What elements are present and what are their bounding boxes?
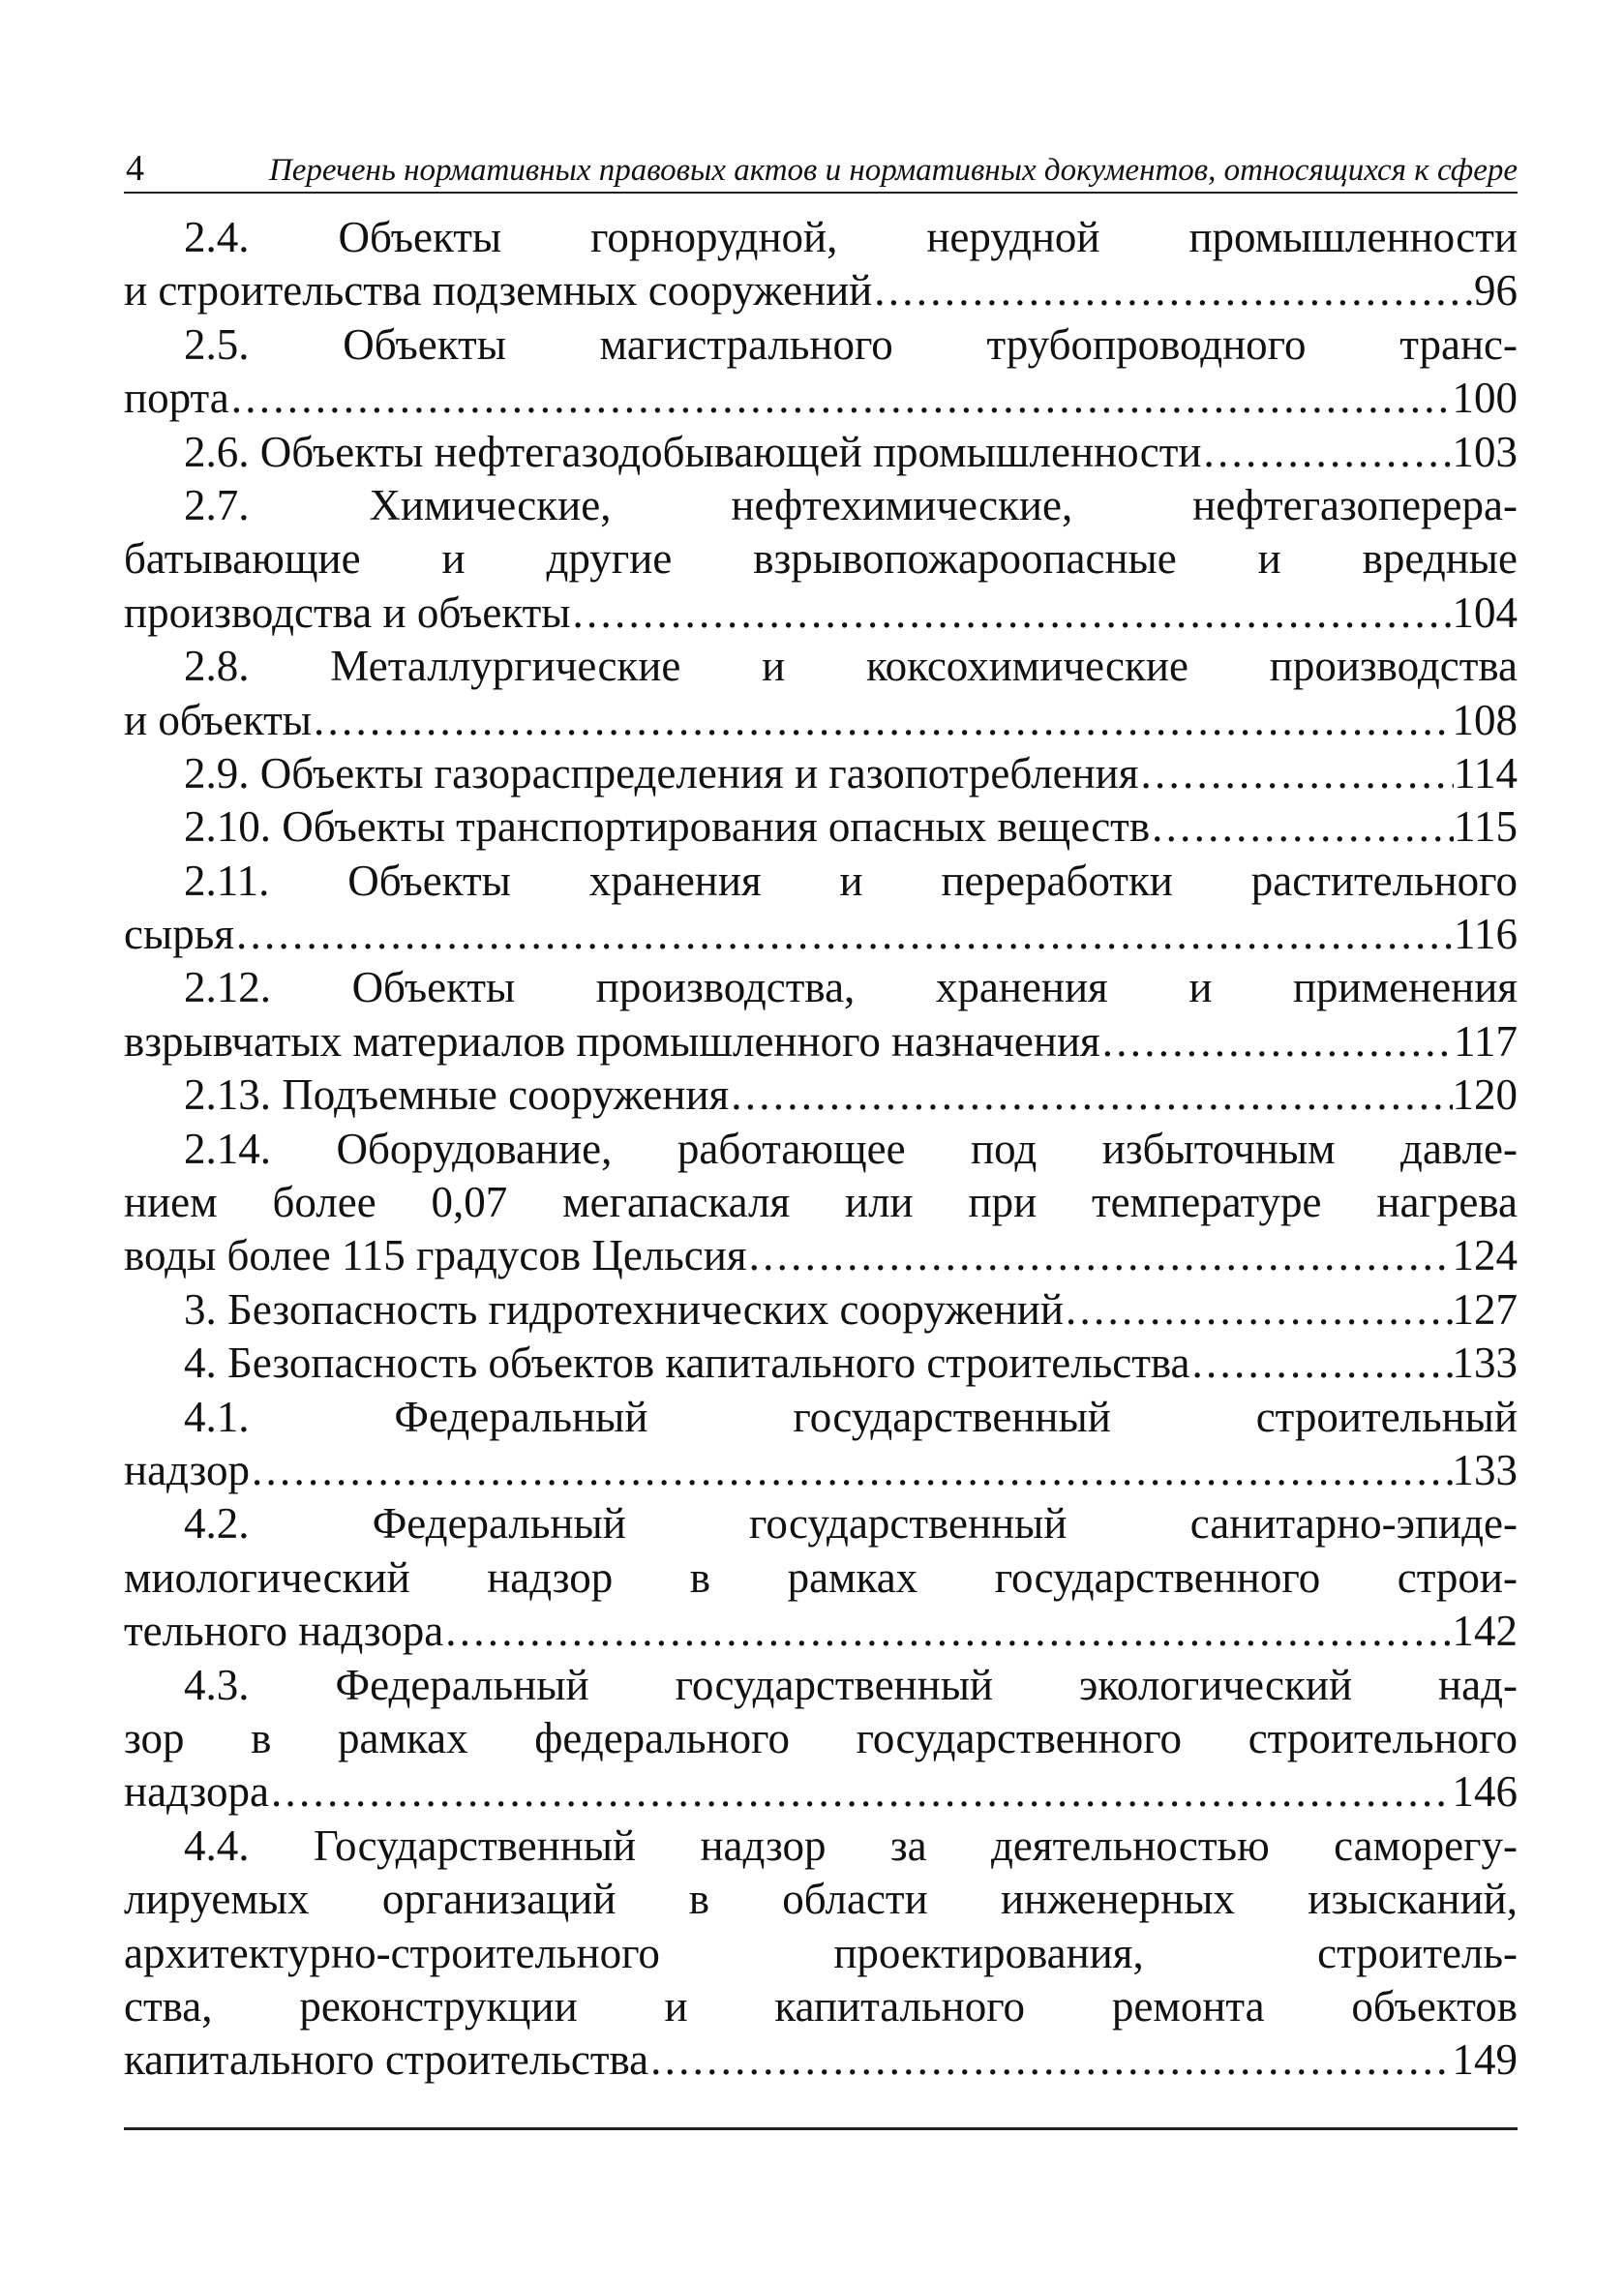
toc-entry-text: 2.7. Химические, нефтехимические, нефтегазоперера- [184,480,1518,529]
toc-entry-text: зор в рамках федерального государственного строительного [124,1713,1518,1762]
dot-leader [648,2033,1452,2087]
bottom-rule [124,2127,1518,2130]
toc-entry-text: батывающие и другие взрывопожароопасные и вредные [124,534,1518,584]
dot-leader [229,372,1453,425]
toc-entry-text: и объекты [124,695,313,744]
toc-entry-text: миологический надзор в рамках государственного строи- [124,1552,1518,1602]
page-number: 4 [126,148,144,189]
toc-entry-text: 4.4. Государственный надзор за деятельностью саморегу- [184,1821,1518,1870]
dot-leader [234,908,1454,961]
toc-page-number: 142 [1452,1607,1518,1656]
toc-entry [124,1391,1518,1498]
toc-entry-final-line [124,1068,1518,1122]
dot-leader [1138,747,1454,800]
toc-entry-line [124,1391,1518,1444]
toc-entry-text: лируемых организаций в области инженерных изысканий, [124,1875,1518,1924]
toc-entry [124,1337,1518,1390]
toc-entry-line [124,479,1518,532]
toc-entry-text: сырья [124,910,234,959]
table-of-contents [124,211,1518,2088]
toc-entry-text: 4.2. Федеральный государственный санитарно-эпиде- [184,1499,1518,1549]
toc-entry-text: 2.11. Объекты хранения и переработки растительного [184,856,1518,905]
toc-entry [124,426,1518,479]
toc-entry-final-line [124,1444,1518,1497]
dot-leader [1150,800,1454,854]
toc-entry [124,747,1518,800]
toc-entry-text: 4.1. Федеральный государственный строительный [184,1392,1518,1441]
toc-entry [124,1068,1518,1122]
toc-entry-text: 2.10. Объекты транспортирования опасных веществ [184,802,1151,852]
toc-entry-text: воды более 115 градусов Цельсия [124,1231,747,1280]
toc-page-number: 100 [1452,374,1518,423]
toc-entry-text: нием более 0,07 мегапаскаля или при температуре нагрева [124,1178,1518,1227]
dot-leader [1064,1283,1453,1337]
toc-page-number: 96 [1474,266,1518,316]
toc-entry-final-line [124,694,1518,747]
toc-page-number: 103 [1452,427,1518,476]
toc-entry-text: надзора [124,1767,269,1817]
toc-entry [124,1123,1518,1283]
toc-entry [124,318,1518,426]
toc-entry-final-line [124,1283,1518,1337]
toc-page-number: 117 [1454,1016,1518,1066]
toc-entry-text: тельного надзора [124,1607,444,1656]
toc-entry-line [124,1820,1518,1873]
toc-entry-line [124,318,1518,372]
toc-entry-final-line [124,908,1518,961]
toc-entry-line [124,1123,1518,1176]
toc-entry-line [124,1927,1518,1980]
dot-leader [269,1765,1453,1819]
toc-entry-final-line [124,2033,1518,2087]
toc-entry [124,855,1518,962]
toc-entry-final-line [124,1229,1518,1282]
toc-entry-final-line [124,1765,1518,1819]
toc-entry-text: 2.5. Объекты магистрального трубопроводного транс- [184,319,1518,369]
toc-entry-final-line [124,372,1518,425]
toc-entry-text: 2.8. Металлургические и коксохимические производства [184,642,1518,691]
toc-entry [124,1283,1518,1337]
toc-entry-text: 2.4. Объекты горнорудной, нерудной промышленности [184,213,1518,261]
toc-entry-line [124,211,1518,264]
toc-entry-line [124,1497,1518,1550]
toc-entry-final-line [124,747,1518,800]
toc-entry-line [124,532,1518,586]
running-header-title: Перечень нормативных правовых актов и нормативных документов, относящихся к сфере [268,153,1518,188]
dot-leader [1189,1337,1452,1390]
dot-leader [312,694,1452,747]
toc-entry-text: и строительства подземных сооружений [124,266,873,316]
toc-entry [124,1659,1518,1820]
toc-entry-line [124,640,1518,693]
toc-page-number: 124 [1452,1231,1518,1280]
toc-entry-line [124,1712,1518,1765]
toc-page-number: 133 [1452,1339,1518,1388]
toc-entry-text: 2.14. Оборудование, работающее под избыточным давле- [184,1124,1518,1173]
toc-entry-text: 2.13. Подъемные сооружения [184,1070,730,1120]
toc-entry-final-line [124,1337,1518,1390]
toc-entry-line [124,855,1518,908]
toc-entry-text: архитектурно-строительного проектирования, строитель- [124,1928,1518,1977]
dot-leader [1201,426,1452,479]
toc-entry-line [124,1551,1518,1605]
toc-page-number: 115 [1454,802,1518,852]
toc-page-number: 127 [1452,1284,1518,1334]
toc-page-number: 146 [1452,1767,1518,1817]
toc-page-number: 116 [1454,910,1518,959]
toc-entry-text: 4. Безопасность объектов капитального строительства [184,1339,1190,1388]
toc-page-number: 133 [1452,1445,1518,1494]
toc-entry-text: ства, реконструкции и капитального ремонта объектов [124,1981,1518,2031]
toc-entry-line [124,1176,1518,1229]
toc-entry-text: надзор [124,1445,251,1494]
toc-entry-final-line [124,1015,1518,1068]
toc-entry [124,479,1518,640]
dot-leader [571,587,1453,640]
toc-entry [124,211,1518,318]
toc-entry-line [124,1980,1518,2033]
toc-entry-text: капитального строительства [124,2035,649,2085]
toc-entry-line [124,961,1518,1014]
toc-entry-text: 3. Безопасность гидротехнических сооружений [184,1284,1064,1334]
dot-leader [250,1444,1452,1497]
toc-page-number: 120 [1452,1070,1518,1120]
toc-entry-text: 2.6. Объекты нефтегазодобывающей промышленности [184,427,1202,476]
toc-entry [124,800,1518,854]
dot-leader [1100,1015,1454,1068]
toc-entry-final-line [124,426,1518,479]
toc-entry-final-line [124,1605,1518,1658]
toc-entry [124,1497,1518,1658]
toc-entry-final-line [124,264,1518,317]
toc-entry-text: порта [124,374,229,423]
toc-page-number: 108 [1452,695,1518,744]
toc-entry-line [124,1659,1518,1712]
toc-entry-text: взрывчатых материалов промышленного назначения [124,1016,1100,1066]
toc-entry-text: 2.12. Объекты производства, хранения и применения [184,963,1518,1012]
toc-entry-text: производства и объекты [124,587,571,637]
toc-entry-final-line [124,587,1518,640]
toc-entry-text: 4.3. Федеральный государственный экологический над- [184,1660,1518,1709]
toc-page-number: 104 [1452,587,1518,637]
dot-leader [747,1229,1453,1282]
dot-leader [729,1068,1452,1122]
dot-leader [443,1605,1452,1658]
dot-leader [872,264,1474,317]
toc-entry-text: 2.9. Объекты газораспределения и газопотребления [184,748,1139,797]
toc-entry-final-line [124,800,1518,854]
toc-entry [124,961,1518,1068]
toc-entry-line [124,1873,1518,1926]
toc-page-number: 149 [1452,2035,1518,2085]
toc-page-number: 114 [1454,748,1518,797]
running-header [124,145,1518,194]
toc-entry [124,640,1518,747]
toc-entry [124,1820,1518,2088]
